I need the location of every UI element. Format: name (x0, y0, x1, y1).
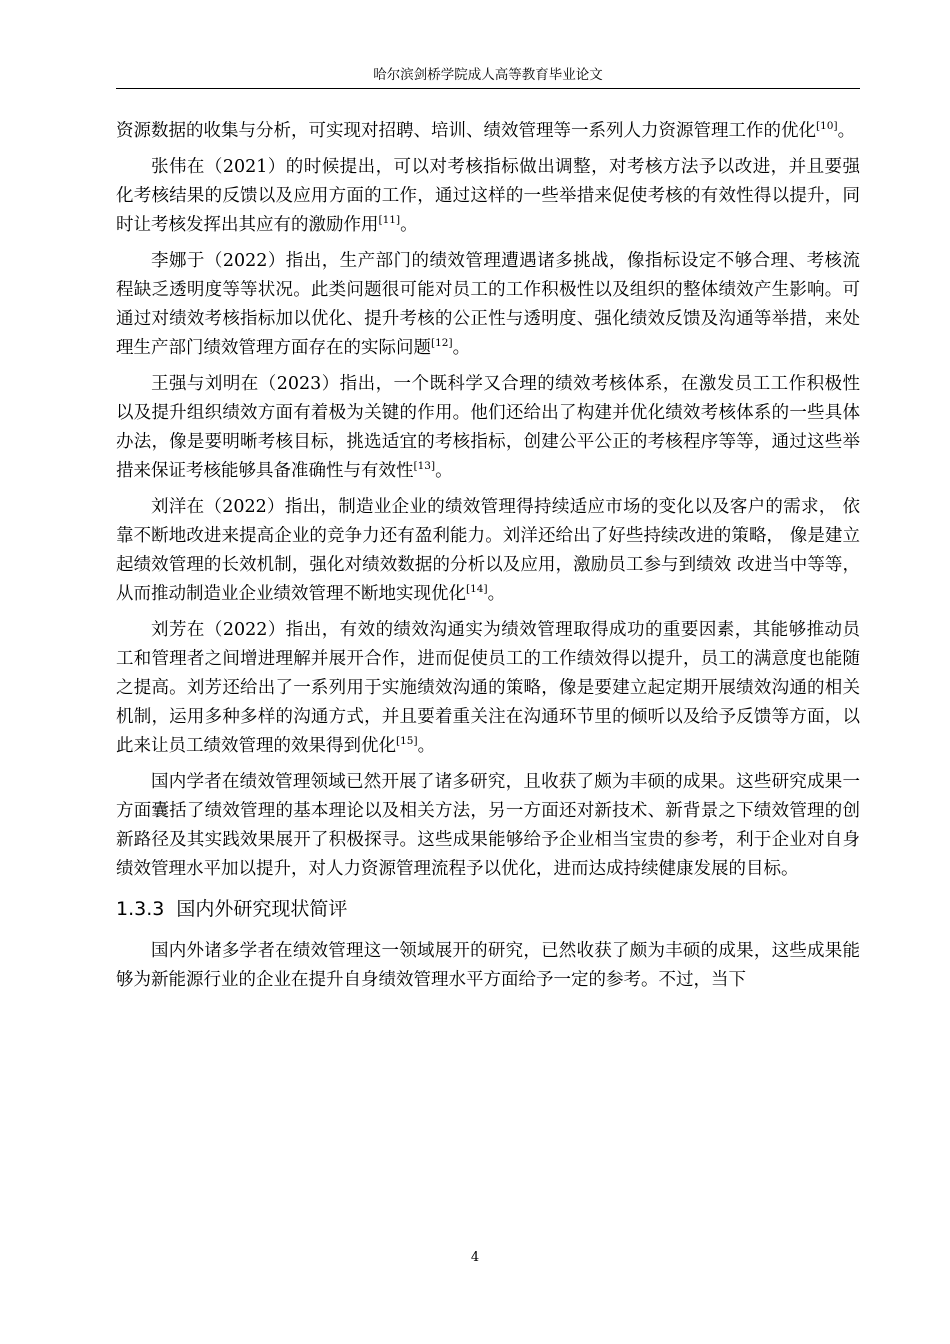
page-number: 4 (470, 1250, 480, 1265)
paragraph (116, 768, 860, 884)
citation-marker: [15] (396, 735, 418, 748)
paragraph-tail: 。 (435, 461, 453, 481)
section-number: 1.3.3 (116, 898, 165, 920)
header-title: 哈尔滨剑桥学院成人高等教育毕业论文 (373, 67, 603, 83)
paragraph-text: 刘洋在（2022）指出，制造业企业的绩效管理得持续适应市场的变化以及客户的需求， 依靠不断地改进来提高企业的竞争力还有盈利能力。刘洋还给出了好些持续改进的策略， 像是建立起绩效管理的长效机制，强化对绩效数据的分析以及应用，激励员工参与到绩效 改进当中等等，从而推动制造业企业绩效管理不断地实现优化 (116, 497, 860, 604)
section-title: 国内外研究现状简评 (176, 898, 348, 920)
paragraph-text: 国内外诸多学者在绩效管理这一领域展开的研究，已然收获了颇为丰硕的成果，这些成果能够为新能源行业的企业在提升自身绩效管理水平方面给予一定的参考。不过，当下 (116, 941, 860, 990)
citation-marker: [14] (466, 583, 488, 596)
paragraph-tail: 。 (837, 121, 856, 141)
citation-marker: [13] (413, 460, 436, 473)
paragraph (116, 247, 860, 363)
paragraph-text: 李娜于（2022）指出，生产部门的绩效管理遭遇诸多挑战，像指标设定不够合理、考核流程缺乏透明度等等状况。此类问题很可能对员工的工作积极性以及组织的整体绩效产生影响。可通过对绩效考核指标加以优化、提升考核的公正性与透明度、强化绩效反馈及沟通等举措，来处理生产部门绩效管理方面存在的实际问题 (116, 251, 860, 358)
page-header (116, 62, 860, 89)
document-body (116, 117, 860, 1002)
paragraph (116, 616, 860, 761)
paragraph-tail: 。 (417, 736, 436, 756)
paragraph (116, 937, 860, 995)
paragraph-tail: 。 (452, 338, 471, 358)
paragraph-text: 刘芳在（2022）指出，有效的绩效沟通实为绩效管理取得成功的重要因素，其能够推动员工和管理者之间增进理解并展开合作，进而促使员工的工作绩效得以提升，员工的满意度也能随之提高。刘芳还给出了一系列用于实施绩效沟通的策略，像是要建立起定期开展绩效沟通的相关机制，运用多种多样的沟通方式，并且要着重关注在沟通环节里的倾听以及给予反馈等方面，以此来让员工绩效管理的效果得到优化 (116, 620, 860, 756)
citation-marker: [11] (378, 214, 401, 227)
paragraph-text: 国内学者在绩效管理领域已然开展了诸多研究，且收获了颇为丰硕的成果。这些研究成果一方面囊括了绩效管理的基本理论以及相关方法，另一方面还对新技术、新背景之下绩效管理的创新路径及其实践效果展开了积极探寻。这些成果能够给予企业相当宝贵的参考，利于企业对自身绩效管理水平加以提升，对人力资源管理流程予以优化，进而达成持续健康发展的目标。 (116, 772, 860, 879)
section-heading (116, 891, 860, 927)
paragraph-tail: 。 (487, 584, 506, 604)
paragraph (116, 153, 860, 240)
paragraph (116, 493, 860, 609)
paragraph-text: 张伟在（2021）的时候提出，可以对考核指标做出调整，对考核方法予以改进，并且要强化考核结果的反馈以及应用方面的工作，通过这样的一些举措来促使考核的有效性得以提升，同时让考核发挥出其应有的激励作用 (116, 157, 860, 235)
paragraph-text: 资源数据的收集与分析，可实现对招聘、培训、绩效管理等一系列人力资源管理工作的优化 (116, 121, 816, 141)
citation-marker: [10] (816, 120, 838, 133)
paragraph-text: 王强与刘明在（2023）指出，一个既科学又合理的绩效考核体系，在激发员工工作积极性以及提升组织绩效方面有着极为关键的作用。他们还给出了构建并优化绩效考核体系的一些具体办法，像是要明晰考核目标，挑选适宜的考核指标，创建公平公正的考核程序等等，通过这些举措来保证考核能够具备准确性与有效性 (116, 374, 860, 481)
paragraph-tail: 。 (400, 215, 418, 235)
paragraph (116, 117, 860, 146)
paragraph (116, 370, 860, 486)
citation-marker: [12] (431, 337, 453, 350)
